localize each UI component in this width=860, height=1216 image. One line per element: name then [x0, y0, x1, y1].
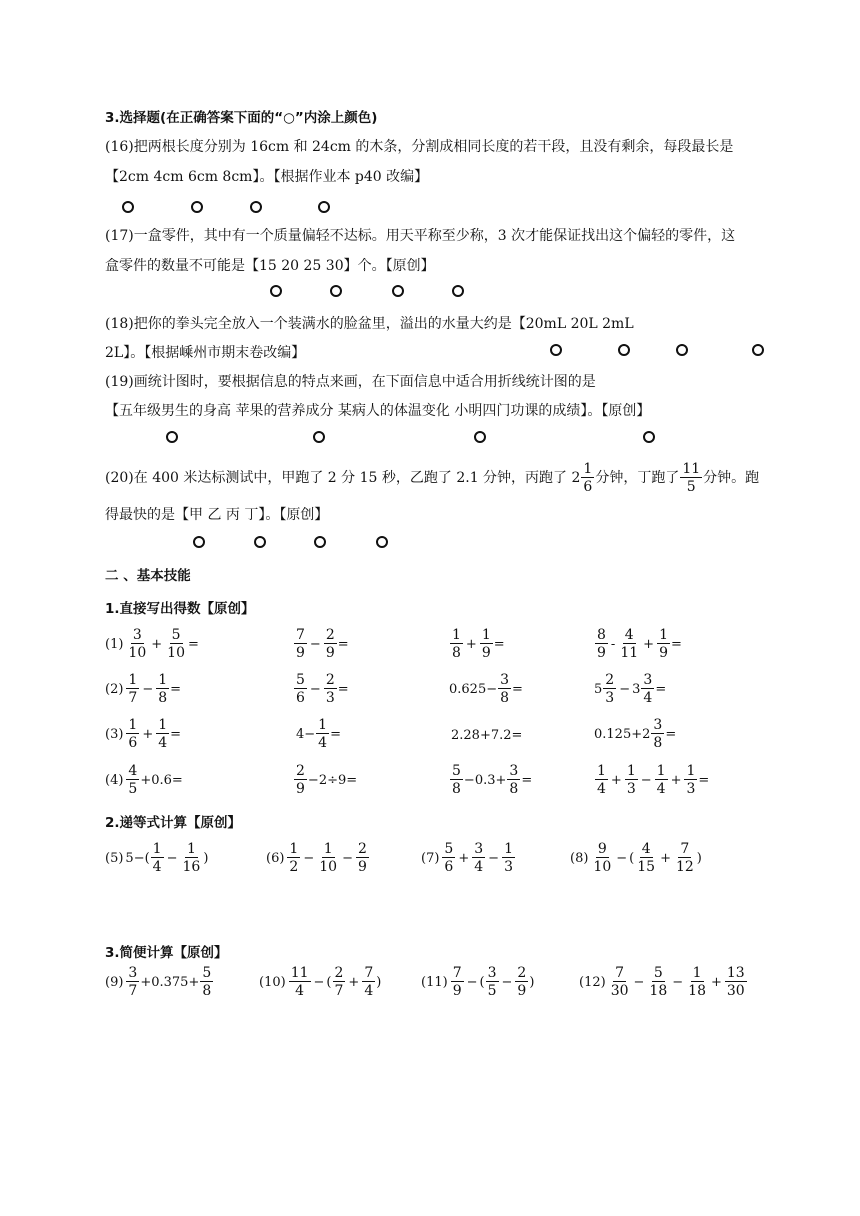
problem-8: (8) $\frac{9}{10}$ − ( $\frac{4}{15}$ + $\frac{7}{12}$ ): [570, 841, 702, 875]
part2-title: 二 、基本技能: [105, 568, 191, 584]
q17-option-a-circle[interactable]: [270, 285, 282, 297]
q20-fraction-2: $\frac{11}{5}$: [682, 461, 701, 495]
q20-option-b-circle[interactable]: [254, 536, 266, 548]
q20-text-part2: 分钟，丁跑了: [595, 470, 680, 486]
q16-line2: 【2cm 4cm 6cm 8cm】。【根据作业本 p40 改编】: [105, 169, 429, 185]
problem-3c: 2.28+7.2=: [451, 728, 523, 743]
problem-2c: 0.625− $\frac{3}{8}$ =: [449, 672, 523, 706]
problem-9: (9) $\frac{3}{7}$ +0.375+ $\frac{5}{8}$: [105, 965, 212, 999]
problem-4: (4) $\frac{4}{5}$ +0.6=: [105, 763, 183, 797]
q18-option-d-circle[interactable]: [752, 344, 764, 356]
problem-12: (12) $\frac{7}{30}$ − $\frac{5}{18}$ − $\frac{1}{18}$ + $\frac{13}{30}$: [579, 965, 745, 999]
subsection-title-simplify: 3.简便计算【原创】: [105, 945, 228, 961]
q20-option-a-circle[interactable]: [193, 536, 205, 548]
q16-option-c-circle[interactable]: [250, 201, 262, 213]
problem-11: (11) $\frac{7}{9}$ − ( $\frac{3}{5}$ − $\frac{2}{9}$ ): [421, 965, 535, 999]
problem-6: (6) $\frac{1}{2}$ − $\frac{1}{10}$ − $\frac{2}{9}$: [266, 841, 367, 875]
q20-line2: 得最快的是【甲 乙 丙 丁】。【原创】: [105, 507, 329, 523]
problem-3d: 0.125+2 $\frac{3}{8}$ =: [594, 717, 677, 751]
q20-fraction-1: $\frac{1}{6}$: [583, 461, 593, 495]
q16-line1: (16)把两根长度分别为 16cm 和 24cm 的木条，分割成相同长度的若干段，且没有剩余，每段最长是: [105, 139, 734, 155]
problem-7: (7) $\frac{5}{6}$ + $\frac{3}{4}$ − $\frac{1}{3}$: [421, 841, 513, 875]
problem-4c: $\frac{5}{8}$ −0.3+ $\frac{3}{8}$ =: [452, 763, 533, 797]
problem-3b: 4− $\frac{1}{4}$ =: [296, 717, 341, 751]
problem-3: (3) $\frac{1}{6}$ + $\frac{1}{4}$ =: [105, 717, 182, 751]
q17-line1: (17)一盒零件，其中有一个质量偏轻不达标。用天平称至少称，3 次才能保证找出这个偏轻的零件，这: [105, 228, 736, 244]
q19-option-d-circle[interactable]: [643, 431, 655, 443]
q17-line2: 盒零件的数量不可能是【15 20 25 30】个。【原创】: [105, 258, 435, 274]
q19-line1: (19)画统计图时，要根据信息的特点来画，在下面信息中适合用折线统计图的是: [105, 374, 596, 390]
problem-1b: $\frac{7}{9}$ − $\frac{2}{9}$ =: [296, 627, 349, 661]
q19-option-b-circle[interactable]: [313, 431, 325, 443]
q20-line1: [105, 458, 759, 498]
q17-option-d-circle[interactable]: [452, 285, 464, 297]
section-title-choice: 3.选择题(在正确答案下面的“○”内涂上颜色): [105, 110, 378, 126]
problem-1c: $\frac{1}{8}$ + $\frac{1}{9}$ =: [452, 627, 505, 661]
problem-2d: 5 $\frac{2}{3}$ − 3 $\frac{3}{4}$ =: [594, 672, 667, 706]
q16-option-d-circle[interactable]: [318, 201, 330, 213]
q20-text-part3: 分钟。跑: [703, 470, 760, 486]
problem-1: (1) $\frac{3}{10}$ + $\frac{5}{10}$ =: [105, 627, 199, 661]
q17-option-c-circle[interactable]: [392, 285, 404, 297]
q19-option-c-circle[interactable]: [474, 431, 486, 443]
problem-1d: $\frac{8}{9}$ - $\frac{4}{11}$ + $\frac{1}{9}$ =: [597, 627, 682, 661]
q19-option-a-circle[interactable]: [166, 431, 178, 443]
problem-2b: $\frac{5}{6}$ − $\frac{2}{3}$ =: [296, 672, 349, 706]
q20-option-c-circle[interactable]: [314, 536, 326, 548]
q16-option-b-circle[interactable]: [191, 201, 203, 213]
q18-option-b-circle[interactable]: [618, 344, 630, 356]
q18-line1: (18)把你的拳头完全放入一个装满水的脸盆里，溢出的水量大约是【20mL 20L 2mL: [105, 316, 634, 332]
problem-2: (2) $\frac{1}{7}$ − $\frac{1}{8}$ =: [105, 672, 182, 706]
q18-line2: 2L】。【根据嵊州市期末卷改编】: [105, 345, 306, 361]
q17-option-b-circle[interactable]: [330, 285, 342, 297]
problem-4b: $\frac{2}{9}$ −2÷9=: [296, 763, 358, 797]
q18-option-c-circle[interactable]: [676, 344, 688, 356]
q16-option-a-circle[interactable]: [122, 201, 134, 213]
q19-line2: 【五年级男生的身高 苹果的营养成分 某病人的体温变化 小明四门功课的成绩】。【原创】: [105, 403, 651, 419]
q18-option-a-circle[interactable]: [550, 344, 562, 356]
problem-4d: $\frac{1}{4}$ + $\frac{1}{3}$ − $\frac{1}{4}$ + $\frac{1}{3}$ =: [597, 763, 710, 797]
q20-option-d-circle[interactable]: [376, 536, 388, 548]
problem-5: (5) 5−( $\frac{1}{4}$ − $\frac{1}{16}$ ): [105, 841, 209, 875]
subsection-title-direct: 1.直接写出得数【原创】: [105, 601, 255, 617]
subsection-title-stepwise: 2.递等式计算【原创】: [105, 815, 242, 831]
q20-text-part1: (20)在 400 米达标测试中，甲跑了 2 分 15 秒，乙跑了 2.1 分钟，丙跑了 2: [105, 470, 581, 486]
problem-10: (10) $\frac{11}{4}$ − ( $\frac{2}{7}$ + $\frac{7}{4}$ ): [259, 965, 382, 999]
